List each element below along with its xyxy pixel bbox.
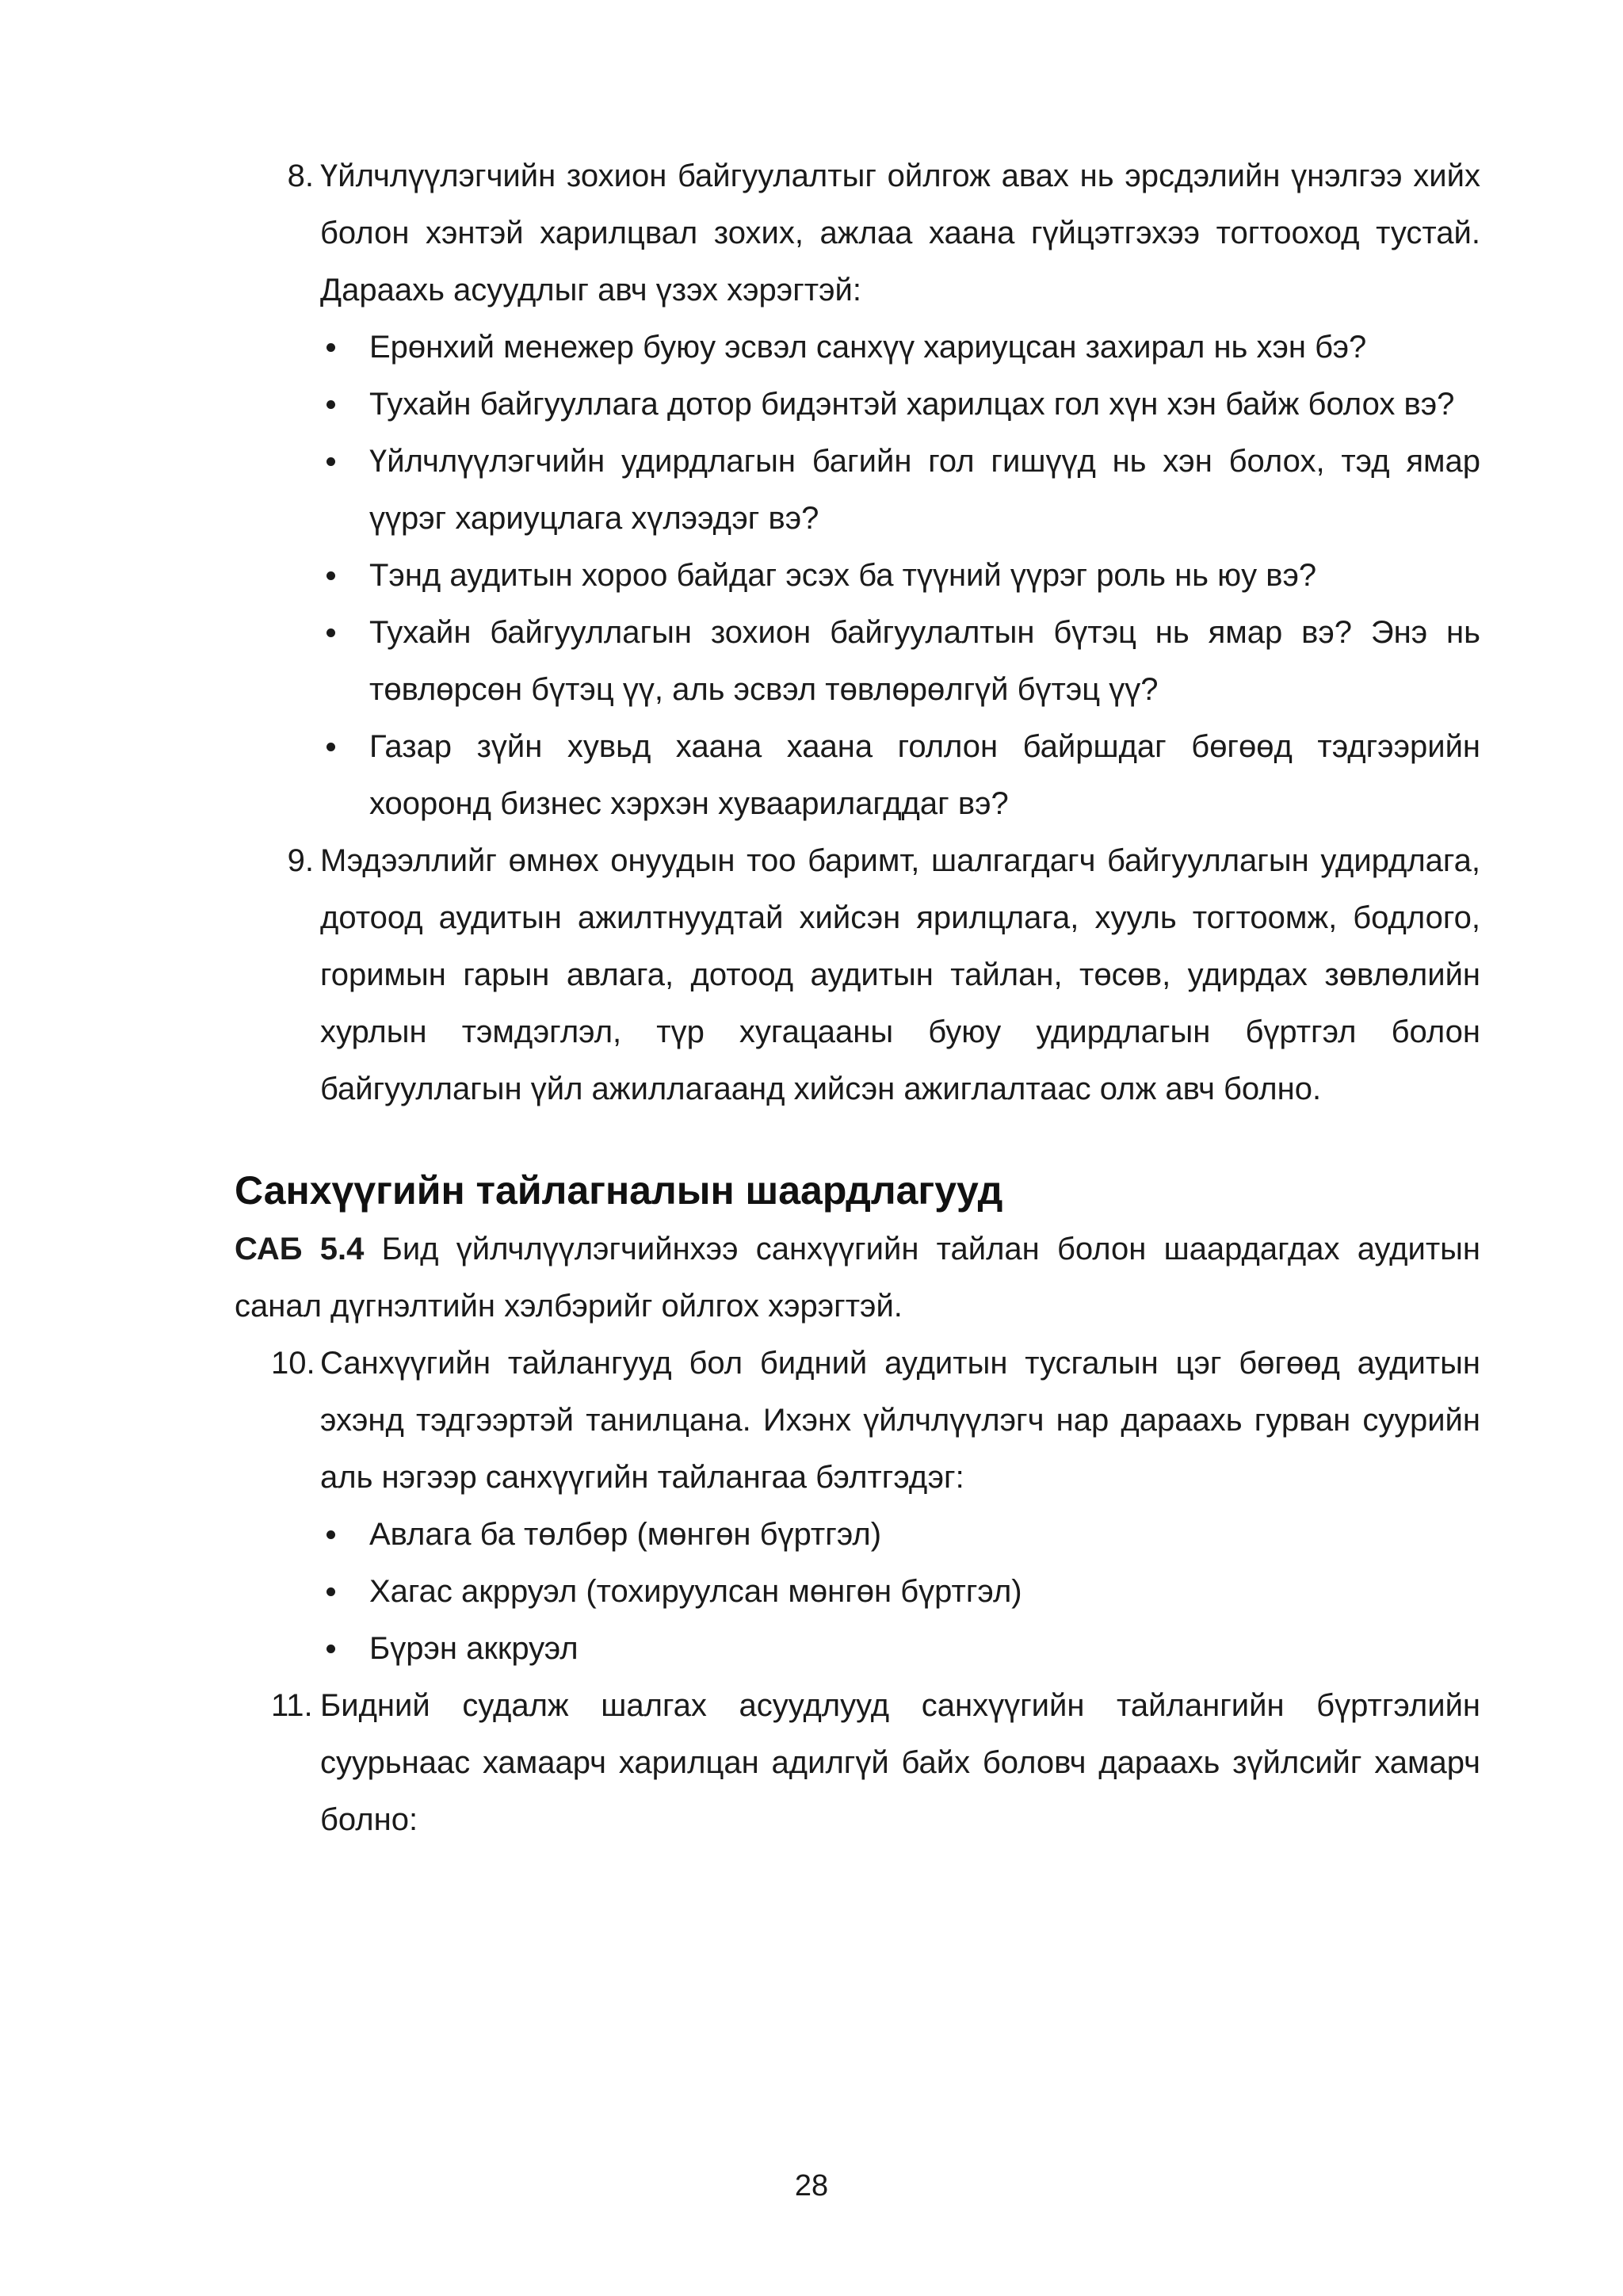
page-content (235, 147, 1480, 1848)
item-8-bullet-list (320, 319, 1480, 832)
section-intro-text: Бид үйлчлүүлэгчийнхээ санхүүгийн тайлан болон шаардагдах аудитын санал дүгнэлтийн хэлбэрийг ойлгох хэрэгтэй. (235, 1232, 1481, 1324)
page-number: 28 (794, 2169, 829, 2202)
item-8-text: Үйлчлүүлэгчийн зохион байгуулалтыг ойлгож авах нь эрсдэлийн үнэлгээ хийх болон хэнтэй харилцвал зохих, ажлаа хаана гүйцэтгэхээ тогтооход тустай. Дараахь асуудлыг авч үзэх хэрэгтэй: (320, 159, 1480, 308)
bullet-item: Газар зүйн хувьд хаана хаана голлон байршдаг бөгөөд тэдгээрийн хооронд бизнес хэрхэн хуваарилагддаг вэ? (320, 718, 1480, 832)
section-intro-paragraph (235, 1221, 1480, 1335)
numbered-item-8 (235, 147, 1480, 319)
item-number: 9. (287, 843, 314, 878)
bullet-item: Тэнд аудитын хороо байдаг эсэх ба түүний үүрэг роль нь юу вэ? (320, 547, 1480, 604)
item-9-text: Мэдээллийг өмнөх онуудын тоо баримт, шалгагдагч байгууллагын удирдлага, дотоод аудитын ажилтнуудтай хийсэн ярилцлага, хууль тогтоомж, бодлого, горимын гарын авлага, дотоод аудитын тайлан, төсөв, удирдах зөвлөлийн хурлын тэмдэглэл, түр хугацааны буюу удирдлагын бүртгэл болон байгууллагын үйл ажиллагаанд хийсэн ажиглалтаас олж авч болно. (320, 843, 1480, 1106)
item-number: 8. (287, 159, 314, 193)
bullet-item: Хагас акрруэл (тохируулсан мөнгөн бүртгэл) (320, 1563, 1480, 1620)
item-11-text: Бидний судалж шалгах асуудлууд санхүүгийн тайлангийн бүртгэлийн суурьнаас хамаарч харилцан адилгүй байх боловч дараахь зүйлсийг хамарч болно: (320, 1688, 1480, 1837)
bullet-item: Тухайн байгууллага дотор бидэнтэй харилцах гол хүн хэн байж болох вэ? (320, 376, 1480, 433)
item-number: 10. (271, 1346, 315, 1381)
item-10-bullet-list (320, 1506, 1480, 1677)
numbered-item-9 (235, 832, 1480, 1117)
bullet-item: Үйлчлүүлэгчийн удирдлагын багийн гол гишүүд нь хэн болох, тэд ямар үүрэг хариуцлага хүлээдэг вэ? (320, 433, 1480, 547)
bullet-item: Тухайн байгууллагын зохион байгуулалтын бүтэц нь ямар вэ? Энэ нь төвлөрсөн бүтэц үү, аль эсвэл төвлөрөлгүй бүтэц үү? (320, 604, 1480, 718)
bullet-item: Авлага ба төлбөр (мөнгөн бүртгэл) (320, 1506, 1480, 1563)
section-heading: Санхүүгийн тайлагналын шаардлагууд (235, 1168, 1003, 1213)
standard-reference: САБ 5.4 (235, 1232, 365, 1266)
numbered-item-10 (235, 1335, 1480, 1506)
item-10-text: Санхүүгийн тайлангууд бол бидний аудитын тусгалын цэг бөгөөд аудитын эхэнд тэдгээртэй танилцана. Ихэнх үйлчлүүлэгч нар дараахь гурван суурийн аль нэгээр санхүүгийн тайлангаа бэлтгэдэг: (320, 1346, 1480, 1495)
item-number: 11. (271, 1688, 313, 1723)
bullet-item: Бүрэн аккруэл (320, 1620, 1480, 1677)
numbered-item-11 (235, 1677, 1480, 1848)
bullet-item: Ерөнхий менежер буюу эсвэл санхүү хариуцсан захирал нь хэн бэ? (320, 319, 1480, 376)
